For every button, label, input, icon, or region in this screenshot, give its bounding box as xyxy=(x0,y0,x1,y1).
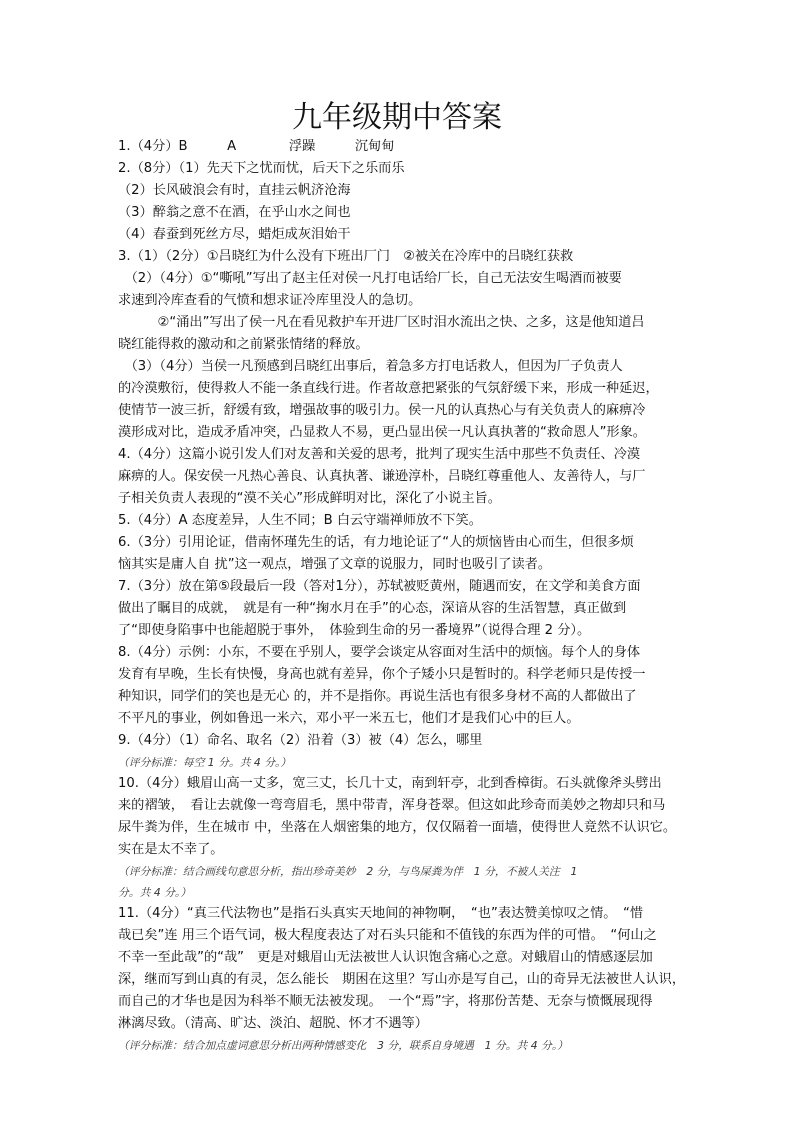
answer-line: 不平凡的事业，例如鲁迅一米六，邓小平一米五七，他们才是我们心中的巨人。 xyxy=(118,711,580,726)
answer-line: 种知识，同学们的笑也是无心 的，并不是指你。再说生活也有很多身材不高的人都做出了 xyxy=(118,689,637,704)
answer-line: 4.（4分）这篇小说引发人们对友善和关爱的思考，批判了现实生活中那些不负责任、冷漠 xyxy=(118,447,641,462)
answer-line: 晓红能得救的激动和之前紧张情绪的释放。 xyxy=(118,337,369,352)
answer-line: 使情节一波三折，舒缓有致，增强故事的吸引力。侯一凡的认真热心与有关负责人的麻痹冷 xyxy=(118,403,646,418)
answer-line: （2）长风破浪会有时，直挂云帆济沧海 xyxy=(118,183,351,198)
scoring-note: （评分标准：结合画线句意思分析，指出珍奇美妙 2 分，与鸟屎粪为伴 1 分，不被人关注 1 xyxy=(118,865,578,878)
answer-line: 麻痹的人。保安侯一凡热心善良、认真执著、谦逊淳朴，吕晓红尊重他人、友善待人，与厂 xyxy=(118,469,646,484)
answer-line: 求速到冷库查看的气愤和想求证冷库里没人的急切。 xyxy=(118,293,422,308)
scoring-note: （评分标准：结合加点虚词意思分析出两种情感变化 3 分，联系自身境遇 1 分。共 4 分。） xyxy=(118,1039,569,1052)
answer-line: 5.（4分）A 态度差异，人生不同；B 白云守端禅师放不下笑。 xyxy=(118,513,482,528)
answer-line: 1.（4分）B A 浮躁 沉甸甸 xyxy=(118,139,395,154)
scoring-note: （评分标准：每空 1 分。共 4 分。） xyxy=(118,756,292,769)
answer-line: 7.（3分）放在第⑤段最后一段（答对1分），苏轼被贬黄州，随遇而安，在文学和美食方面 xyxy=(118,579,641,594)
answer-line: （2）（4分）①“嘶吼”写出了赵主任对侯一凡打电话给厂长，自己无法安生喝酒而被要 xyxy=(118,271,622,286)
answer-line: 6.（3分）引用论证，借南怀瑾先生的话，有力地论证了“人的烦恼皆由心而生，但很多烦 xyxy=(118,535,634,550)
answer-line: 11.（4分）“真三代法物也”是指石头真实天地间的神物啊， “也”表达赞美惊叹之情。 “惜 xyxy=(118,906,644,921)
answer-line: 2.（8分）（1）先天下之忧而忧，后天下之乐而乐 xyxy=(118,161,405,176)
answer-line: 不幸一至此哉”的“哉” 更是对蛾眉山无法被世人认识饱含痛心之意。对蛾眉山的情感逐层加 xyxy=(118,950,653,965)
answer-line: 漠形成对比，造成矛盾冲突，凸显救人不易，更凸显出侯一凡认真执著的“救命恩人”形象。 xyxy=(118,425,646,440)
answer-line: 而自己的才华也是因为科举不顺无法被发现。 一个“焉”字，将那份苦楚、无奈与愤慨展现得 xyxy=(118,994,653,1009)
answer-line: 淋漓尽致。（清高、旷达、淡泊、超脱、怀才不遇等） xyxy=(118,1016,428,1031)
answer-line: 9.（4分）（1）命名、取名（2）沿着（3）被（4）怎么，哪里 xyxy=(118,733,483,748)
answer-line: 哉已矣”连 用三个语气词，极大程度表达了对石头只能和不值钱的东西为伴的可惜。 “何山之 xyxy=(118,928,657,943)
answer-line: 实在是太不幸了。 xyxy=(118,842,224,857)
answer-line: （3）醉翁之意不在酒，在乎山水之间也 xyxy=(118,205,351,220)
scoring-note: 分。共 4 分。） xyxy=(118,886,192,899)
answer-line: 3.（1）（2分）①吕晓红为什么没有下班出厂门 ②被关在冷库中的吕晓红获救 xyxy=(118,249,574,264)
answer-line: 做出了瞩目的成就， 就是有一种“掬水月在手”的心态，深谙从容的生活智慧，真正做到 xyxy=(118,601,627,616)
answer-line: 深，继而写到山真的有灵，怎么能长 期困在这里？写山亦是写自己，山的奇异无法被世人认识， xyxy=(118,972,686,987)
answer-line: （3）（4分）当侯一凡预感到吕晓红出事后，着急多方打电话救人，但因为厂子负责人 xyxy=(118,359,623,374)
answer-line: 10.（4分）蛾眉山高一丈多，宽三丈，长几十丈，南到轩亭，北到香樟街。石头就像斧头劈出 xyxy=(118,776,662,791)
answer-line: 8.（4分）示例：小东，不要在乎别人，要学会谈定从容面对生活中的烦恼。每个人的身体 xyxy=(118,645,641,660)
answer-line: 恼其实是庸人自 扰”这一观点，增强了文章的说服力，同时也吸引了读者。 xyxy=(118,557,552,572)
answer-line: 尿牛粪为伴，生在城市 中，坐落在人烟密集的地方，仅仅隔着一面墙，使得世人竟然不认识它。 xyxy=(118,820,677,835)
answer-line: 发育有早晚，生长有快慢，身高也就有差异，你个子矮小只是暂时的。科学老师只是传授一 xyxy=(118,667,646,682)
answer-line: 子相关负责人表现的“漠不关心”形成鲜明对比，深化了小说主旨。 xyxy=(118,491,501,506)
answer-line: 的冷漠敷衍，使得救人不能一条直线行进。作者故意把紧张的气氛舒缓下来，形成一种延迟， xyxy=(118,381,659,396)
answer-line: 了“即使身陷事中也能超脱于事外， 体验到生命的另一番境界”（说得合理 2 分）。 xyxy=(118,623,591,638)
answer-line: （4）春蚕到死丝方尽，蜡炬成灰泪始干 xyxy=(118,227,351,242)
page-title: 九年级期中答案 xyxy=(292,100,502,135)
answer-line: 来的褶皱， 看让去就像一弯弯眉毛，黑中带青，浑身苍翠。但这如此珍奇而美妙之物却只和马 xyxy=(118,798,666,813)
answer-content xyxy=(118,136,686,1056)
answer-line: ②“涌出”写出了侯一凡在看见救护车开进厂区时泪水流出之快、之多，这是他知道吕 xyxy=(118,315,645,330)
